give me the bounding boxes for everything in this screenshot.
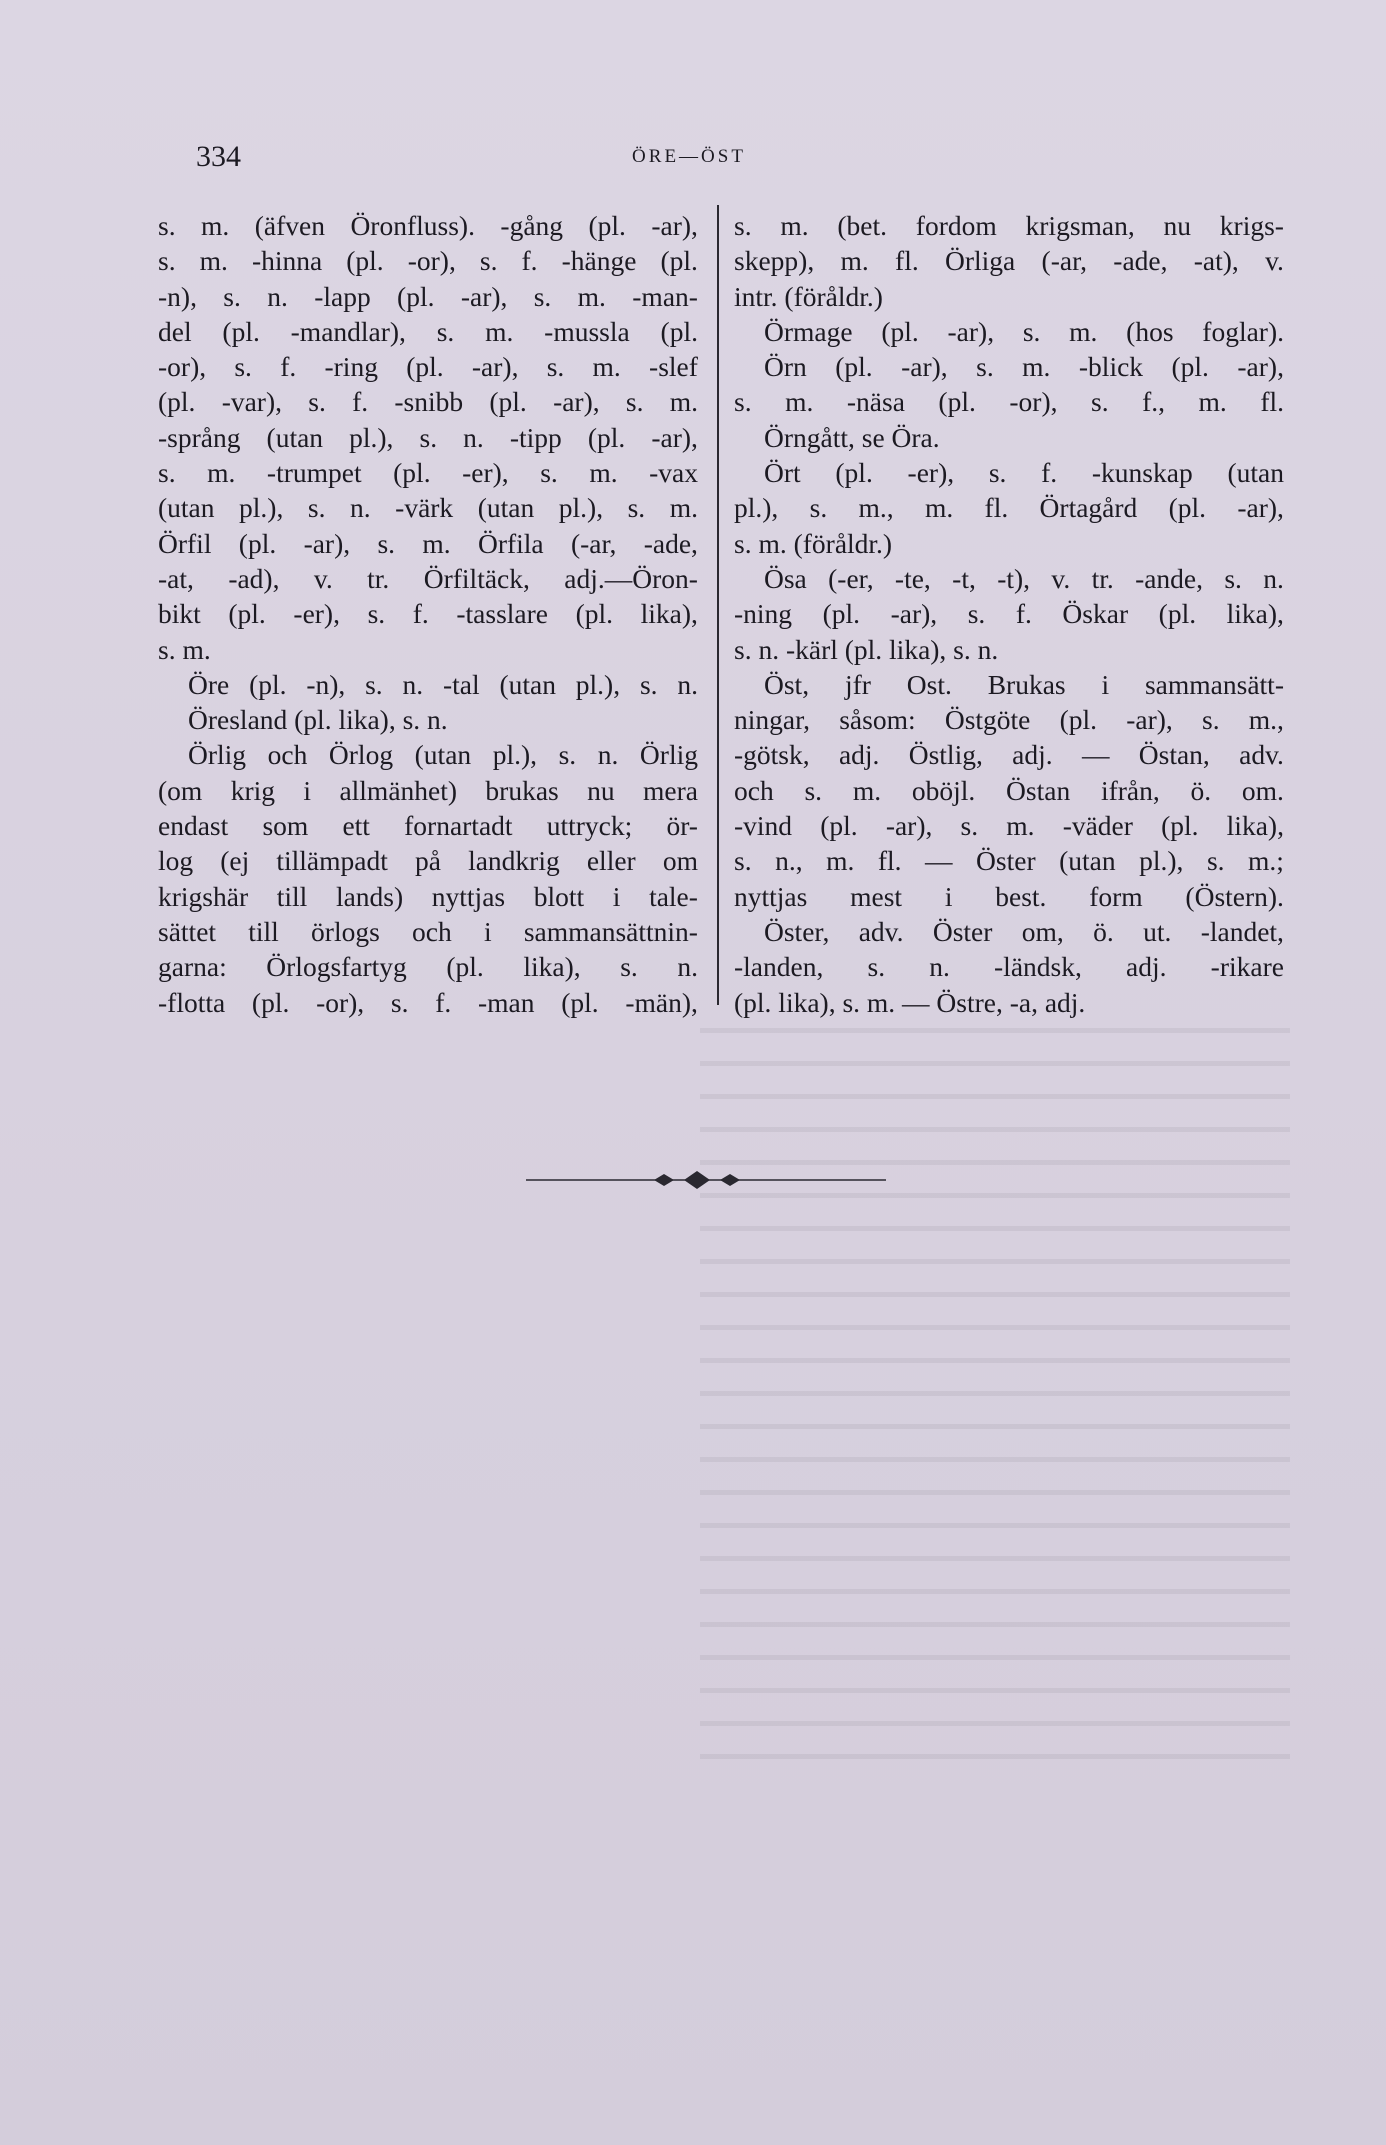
- text-line: [734, 349, 1284, 384]
- text-line: [734, 914, 1284, 949]
- text-line-content: s. n., m. fl. — Öster (utan pl.), s. m.;: [734, 845, 1284, 877]
- text-line: [734, 314, 1284, 349]
- text-line: [158, 243, 698, 278]
- text-line: [734, 667, 1284, 702]
- text-line: [158, 737, 698, 772]
- text-line-content: ningar, såsom: Östgöte (pl. -ar), s. m.,: [734, 704, 1284, 736]
- text-line-content: -landen, s. n. -ländsk, adj. -rikare: [734, 951, 1284, 983]
- text-line: [734, 808, 1284, 843]
- text-line-content: -n), s. n. -lapp (pl. -ar), s. m. -man-: [158, 280, 698, 312]
- text-line: [158, 384, 698, 419]
- text-line-content: -språng (utan pl.), s. n. -tipp (pl. -ar),: [158, 421, 698, 453]
- text-line-content: Öre (pl. -n), s. n. -tal (utan pl.), s. n.: [188, 668, 698, 700]
- text-line: [734, 773, 1284, 808]
- text-line: [158, 596, 698, 631]
- text-line: [734, 843, 1284, 878]
- text-line: [158, 490, 698, 525]
- text-line: [158, 808, 698, 843]
- text-line-content: (pl. lika), s. m. — Östre, -a, adj.: [734, 986, 1086, 1018]
- text-line-content: Ört (pl. -er), s. f. -kunskap (utan: [764, 457, 1284, 489]
- text-line: [158, 561, 698, 596]
- text-line-content: s. m. (äfven Öronfluss). -gång (pl. -ar),: [158, 210, 698, 241]
- text-line-content: Örlig och Örlog (utan pl.), s. n. Örlig: [188, 739, 698, 771]
- text-line: [734, 879, 1284, 914]
- text-line-content: log (ej tillämpadt på landkrig eller om: [158, 845, 698, 877]
- text-line-content: skepp), m. fl. Örliga (-ar, -ade, -at), v.: [734, 245, 1284, 277]
- text-line: [158, 773, 698, 808]
- text-line-content: pl.), s. m., m. fl. Örtagård (pl. -ar),: [734, 492, 1284, 524]
- text-line: [158, 632, 698, 667]
- text-line-content: krigshär till lands) nyttjas blott i tale-: [158, 880, 698, 912]
- running-head-text: ÖRE—ÖST: [632, 146, 746, 167]
- text-line: [158, 208, 698, 243]
- text-line-content: s. m.: [158, 633, 211, 665]
- text-line: [734, 702, 1284, 737]
- text-line: [734, 490, 1284, 525]
- text-line: [158, 843, 698, 878]
- running-head: [0, 146, 1386, 168]
- text-line-content: Örfil (pl. -ar), s. m. Örfila (-ar, -ade,: [158, 527, 698, 559]
- text-line-content: garna: Örlogsfartyg (pl. lika), s. n.: [158, 951, 698, 983]
- text-line: [734, 737, 1284, 772]
- left-column: [158, 208, 698, 1020]
- text-line-content: -ning (pl. -ar), s. f. Öskar (pl. lika),: [734, 598, 1284, 630]
- text-line-content: s. m. (föråldr.): [734, 527, 893, 559]
- text-line-content: bikt (pl. -er), s. f. -tasslare (pl. lika),: [158, 598, 698, 630]
- text-line-content: Öresland (pl. lika), s. n.: [188, 704, 448, 736]
- text-line: [158, 667, 698, 702]
- text-line: [734, 208, 1284, 243]
- text-line-content: Öst, jfr Ost. Brukas i sammansätt-: [764, 668, 1284, 700]
- text-line-content: -or), s. f. -ring (pl. -ar), s. m. -slef: [158, 351, 698, 383]
- text-line-content: s. m. (bet. fordom krigsman, nu krigs-: [734, 210, 1284, 241]
- text-line-content: Örn (pl. -ar), s. m. -blick (pl. -ar),: [764, 351, 1284, 383]
- text-line-content: intr. (föråldr.): [734, 280, 883, 312]
- text-line-content: (utan pl.), s. n. -värk (utan pl.), s. m.: [158, 492, 698, 524]
- text-line-content: s. m. -trumpet (pl. -er), s. m. -vax: [158, 457, 698, 489]
- text-line-content: nyttjas mest i best. form (Östern).: [734, 880, 1284, 912]
- text-line-content: -vind (pl. -ar), s. m. -väder (pl. lika),: [734, 810, 1284, 842]
- text-line-content: och s. m. oböjl. Östan ifrån, ö. om.: [734, 774, 1284, 806]
- text-line: [158, 314, 698, 349]
- text-line: [158, 279, 698, 314]
- text-line: [158, 526, 698, 561]
- text-line: [734, 384, 1284, 419]
- ornament-divider: [526, 1168, 886, 1192]
- text-line-content: Örmage (pl. -ar), s. m. (hos foglar).: [764, 315, 1284, 347]
- right-column: [734, 208, 1284, 1020]
- text-line: [158, 914, 698, 949]
- text-line: [158, 420, 698, 455]
- text-line: [734, 596, 1284, 631]
- text-line-content: Ösa (-er, -te, -t, -t), v. tr. -ande, s. n.: [764, 562, 1284, 594]
- text-line: [734, 985, 1284, 1020]
- text-line-content: -götsk, adj. Östlig, adj. — Östan, adv.: [734, 739, 1284, 771]
- text-line-content: sättet till örlogs och i sammansättnin-: [158, 915, 698, 947]
- text-line-content: s. n. -kärl (pl. lika), s. n.: [734, 633, 999, 665]
- bleed-through-texture: [700, 1000, 1290, 1780]
- text-line: [158, 702, 698, 737]
- text-line-content: s. m. -näsa (pl. -or), s. f., m. fl.: [734, 386, 1284, 418]
- text-line-content: (om krig i allmänhet) brukas nu mera: [158, 774, 698, 806]
- text-line: [734, 420, 1284, 455]
- text-line-content: del (pl. -mandlar), s. m. -mussla (pl.: [158, 315, 698, 347]
- text-line: [734, 455, 1284, 490]
- text-line: [158, 455, 698, 490]
- text-line-content: -at, -ad), v. tr. Örfiltäck, adj.—Öron-: [158, 562, 698, 594]
- text-line-content: -flotta (pl. -or), s. f. -man (pl. -män),: [158, 986, 698, 1018]
- text-line-content: s. m. -hinna (pl. -or), s. f. -hänge (pl.: [158, 245, 698, 277]
- text-line: [158, 349, 698, 384]
- column-divider: [717, 205, 719, 1005]
- text-line-content: Öster, adv. Öster om, ö. ut. -landet,: [764, 915, 1284, 947]
- text-line: [734, 561, 1284, 596]
- text-line: [734, 526, 1284, 561]
- text-line: [734, 279, 1284, 314]
- text-line-content: endast som ett fornartadt uttryck; ör-: [158, 810, 698, 842]
- text-line: [158, 985, 698, 1020]
- text-line: [734, 949, 1284, 984]
- text-line: [158, 949, 698, 984]
- page-number: 334: [196, 140, 241, 173]
- text-line: [734, 243, 1284, 278]
- text-line-content: Örngått, se Öra.: [764, 421, 940, 453]
- text-line-content: (pl. -var), s. f. -snibb (pl. -ar), s. m.: [158, 386, 698, 418]
- text-line: [158, 879, 698, 914]
- text-line: [734, 632, 1284, 667]
